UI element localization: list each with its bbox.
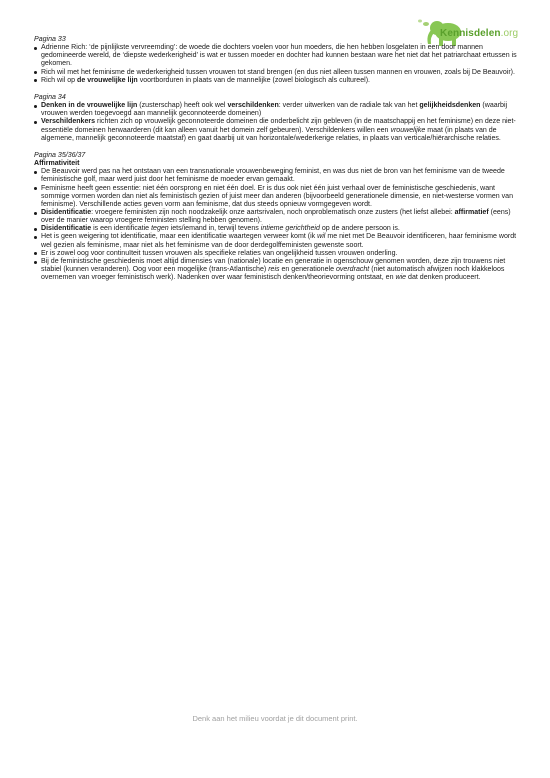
bullet-item	[34, 118, 518, 142]
italic-term: reis	[268, 266, 280, 274]
text-run: (waarbij vrouwen werden toegevoegd aan mannelijk geconnoteerde domeinen)	[41, 102, 508, 118]
text-run: (niet automatisch afwijzen noch klakkeloos overnemen van vroeger feministisch werk). Nadenken over waar feministisch denken/theorievorming ontstaat, en	[41, 266, 505, 282]
text-run: richten zich op vrouwelijk geconnoteerde domeinen die onderbelicht zijn gebleven (in de maatschappij en het feminisme) en deze niet-essentiële domeinen herwaarderen (dit kan alleen vanuit het domein zelf gebeuren). Verschildenkers willen een	[41, 118, 516, 134]
bullet-item	[34, 44, 518, 68]
text-run: Het is geen weigering tot identificatie, maar een identificatie waartegen verweer komt (ik	[41, 233, 318, 241]
text-run: : vroegere feministen zijn noch noodzakelijk onze aartsrivalen, noch onproblematisch onze zusters (het liefst allebei:	[91, 208, 455, 216]
text-run: is een identificatie	[91, 225, 152, 233]
bullet-item	[34, 102, 518, 118]
bullet-item	[34, 77, 518, 85]
footer-note: Denk aan het milieu voordat je dit document print.	[192, 714, 358, 723]
text-run: Bij de feministische geschiedenis moet altijd dimensies van (nationale) locatie en generatie in ogenschouw genomen worden, deze zijn trouwens niet stabiel (kunnen veranderen). Oog voor een mogelijke (trans-Atlantische)	[41, 257, 506, 274]
section-heading: Pagina 35/36/37	[34, 151, 86, 159]
text-run: me niet met De Beauvoir identificeren, haar feminisme wordt wel gezien als feminisme, maar niet als het feminisme van de door derdegolffeministen gewenste soort.	[41, 233, 517, 249]
italic-term: overdracht	[335, 266, 370, 274]
bold-term: Disidentificatie	[41, 208, 92, 216]
bold-term: gelijkheidsdenken	[419, 102, 481, 110]
document-body	[34, 36, 518, 291]
text-run: dat denken produceert.	[406, 274, 481, 282]
bold-term: verschildenken	[227, 102, 279, 110]
section-heading: Pagina 34	[34, 93, 66, 101]
text-run: Rich wil op	[41, 76, 78, 84]
section	[34, 152, 518, 283]
italic-term: tegen	[151, 225, 169, 233]
bullet-item	[34, 233, 518, 249]
italic-term: wie	[395, 274, 407, 282]
text-run: en generationele	[279, 266, 336, 274]
bullet-item	[34, 168, 518, 184]
bold-term: Verschildenkers	[41, 118, 96, 126]
italic-term: wil	[317, 233, 326, 241]
text-run: op de andere persoon is.	[319, 225, 400, 233]
italic-term: intieme gerichtheid	[260, 225, 320, 233]
text-run: Er is zowel oog voor continuïteit tussen vrouwen als specifieke relaties van ongelijkheid tussen vrouwen onderling.	[41, 249, 398, 257]
section	[34, 94, 518, 143]
text-run: De Beauvoir werd pas na het ontstaan van een transnationale vrouwenbeweging feminist, en was dus niet de bron van het feminisme van de tweede feministische golf, maar werd juist door het feminisme de moeder ervan gemaakt.	[41, 168, 505, 184]
bold-term: de vrouwelijke lijn	[77, 76, 138, 84]
bold-term: Disidentificatie	[41, 225, 92, 233]
bullet-list	[34, 44, 518, 85]
bullet-item	[34, 209, 518, 225]
bullet-item	[34, 69, 518, 77]
text-run: maat (in plaats van de algemene, mannelijk geconnoteerde maatstaf) en gaat daarbij uit van horizontale/wederkerige relaties, in plaats van verticale/hiërarchische relaties.	[41, 126, 501, 142]
bullet-list	[34, 102, 518, 143]
text-run: iets/iemand in, terwijl tevens	[168, 225, 261, 233]
text-run: (zusterschap) heeft ook wel	[137, 102, 228, 110]
text-run: (eens) over de manier waarop vroegere feministen stelling hebben genomen).	[41, 208, 511, 225]
section-heading: Pagina 33	[34, 36, 66, 43]
bullet-list	[34, 168, 518, 282]
bullet-item	[34, 185, 518, 209]
section	[34, 36, 518, 85]
logo-suffix: .org	[500, 28, 519, 39]
bold-term: Denken in de vrouwelijke lijn	[41, 102, 138, 110]
text-run: Adrienne Rich: ‘de pijnlijkste vervreemding’: de woede die dochters voelen voor hun moeders, die hen hebben losgelaten in een door mannen gedomineerde wereld, de ‘diepste wederkerigheid’ is wat er tussen moeder en dochter had kunnen bestaan ware het niet dat het patriarchaat ertussen is gekomen.	[41, 44, 517, 68]
bullet-item	[34, 258, 518, 282]
text-run: Rich wil met het feminisme de wederkerigheid tussen vrouwen tot stand brengen (en dus niet alleen tussen mannen en vrouwen, zoals bij De Beauvoir).	[41, 68, 515, 76]
bold-term: affirmatief	[454, 208, 489, 216]
section-subheading: Affirmativiteit	[34, 160, 80, 168]
italic-term: vrouwelijke	[390, 126, 426, 134]
bullet-item	[34, 225, 518, 233]
bullet-item	[34, 250, 518, 258]
text-run: Feminisme heeft geen essentie: niet één oorsprong en niet één doel. Er is dus ook niet één juist verhaal over de feministische geschiedenis, want sommige vormen worden dan niet als feministisch gezien of juist meer dan anderen (bijvoorbeeld generationele dimensie, en niet-westerse vormen van feminisme). Verschillende acties geven vorm aan feminisme, dat dus steeds opnieuw vormgegeven wordt.	[41, 184, 514, 208]
logo-name: Kennisdelen	[440, 28, 501, 39]
text-run: : verder uitwerken van de radiale tak van het	[278, 102, 420, 110]
text-run: voortborduren in plaats van de mannelijke (zowel biologisch als cultureel).	[137, 76, 371, 84]
